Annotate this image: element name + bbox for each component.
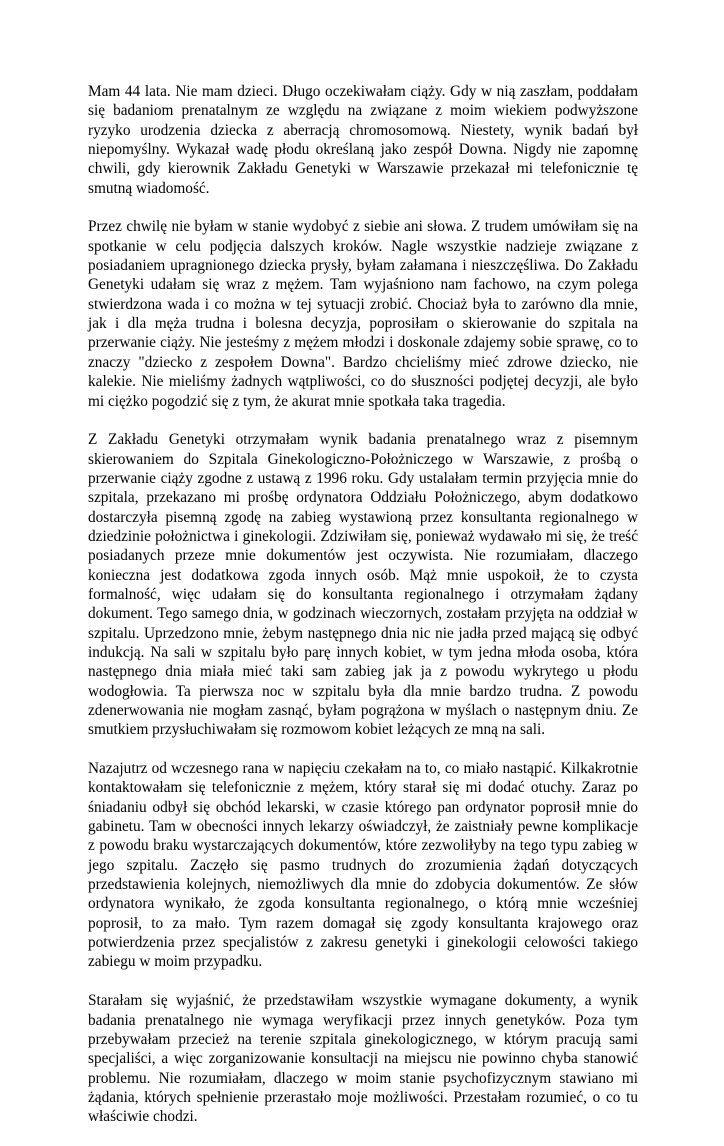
document-page: [88, 82, 638, 1146]
paragraph-2: Przez chwilę nie byłam w stanie wydobyć z siebie ani słowa. Z trudem umówiłam się na spotkanie w celu podjęcia dalszych kroków. Nagle wszystkie nadzieje związane z posiadaniem upragnionego dziecka prysły, byłam załamana i nieszczęśliwa. Do Zakładu Genetyki udałam się wraz z mężem. Tam wyjaśniono nam fachowo, na czym polega stwierdzona wada i co można w tej sytuacji zrobić. Chociaż była to zarówno dla mnie, jak i dla męża trudna i bolesna decyzja, poprosiłam o skierowanie do szpitala na przerwanie ciąży. Nie jesteśmy z mężem młodzi i doskonale zdajemy sobie sprawę, co to znaczy "dziecko z zespołem Downa". Bardzo chcieliśmy mieć zdrowe dziecko, nie kalekie. Nie mieliśmy żadnych wątpliwości, co do słuszności podjętej decyzji, ale było mi ciężko pogodzić się z tym, że akurat mnie spotkała taka tragedia.: [88, 218, 638, 410]
paragraph-1: Mam 44 lata. Nie mam dzieci. Długo oczekiwałam ciąży. Gdy w nią zaszłam, poddałam się badaniom prenatalnym ze względu na związane z moim wiekiem podwyższone ryzyko urodzenia dziecka z aberracją chromosomową. Niestety, wynik badań był niepomyślny. Wykazał wadę płodu określaną jako zespół Downa. Nigdy nie zapomnę chwili, gdy kierownik Zakładu Genetyki w Warszawie przekazał mi telefonicznie tę smutną wiadomość.: [88, 83, 638, 197]
paragraph-4: Nazajutrz od wczesnego rana w napięciu czekałam na to, co miało nastąpić. Kilkakrotnie kontaktowałam się telefonicznie z mężem, który starał się mi dodać otuchy. Zaraz po śniadaniu odbył się obchód lekarski, w czasie którego pan ordynator poprosił mnie do gabinetu. Tam w obecności innych lekarzy oświadczył, że zaistniały pewne komplikacje z powodu braku wystarczających dokumentów, które zezwoliłyby na tego typu zabieg w jego szpitalu. Zaczęło się pasmo trudnych do zrozumienia żądań dotyczących przedstawienia kolejnych, niemożliwych dla mnie do zdobycia dokumentów. Ze słów ordynatora wynikało, że zgoda konsultanta regionalnego, o którą mnie wcześniej poprosił, to za mało. Tym razem domagał się zgody konsultanta krajowego oraz potwierdzenia przez specjalistów z zakresu genetyki i ginekologii celowości takiego zabiegu w moim przypadku.: [88, 760, 638, 971]
paragraph-3: Z Zakładu Genetyki otrzymałam wynik badania prenatalnego wraz z pisemnym skierowaniem do Szpitala Ginekologiczno-Położniczego w Warszawie, z prośbą o przerwanie ciąży zgodne z ustawą z 1996 roku. Gdy ustalałam termin przyjęcia mnie do szpitala, przekazano mi prośbę ordynatora Oddziału Położniczego, abym dodatkowo dostarczyła pisemną zgodę na zabieg wystawioną przez konsultanta regionalnego w dziedzinie położnictwa i ginekologii. Zdziwiłam się, ponieważ wydawało mi się, że treść posiadanych przeze mnie dokumentów jest oczywista. Nie rozumiałam, dlaczego konieczna jest dodatkowa zgoda innych osób. Mąż mnie uspokoił, że to czysta formalność, więc udałam się do konsultanta regionalnego i otrzymałam żądany dokument. Tego samego dnia, w godzinach wieczornych, zostałam przyjęta na oddział w szpitalu. Uprzedzono mnie, żebym następnego dnia nic nie jadła przed mającą się odbyć indukcją. Na sali w szpitalu było parę innych kobiet, w tym jedna młoda osoba, która następnego dnia miała mieć taki sam zabieg jak ja z powodu wykrytego u płodu wodogłowia. Ta pierwsza noc w szpitalu była dla mnie bardzo trudna. Z powodu zdenerwowania nie mogłam zasnąć, byłam pogrążona w myślach o następnym dniu. Ze smutkiem przysłuchiwałam się rozmowom kobiet leżących ze mną na sali.: [88, 431, 638, 739]
paragraph-5: Starałam się wyjaśnić, że przedstawiłam wszystkie wymagane dokumenty, a wynik badania prenatalnego nie wymaga weryfikacji przez innych genetyków. Poza tym przebywałam przecież na terenie szpitala ginekologicznego, w którym pracują sami specjaliści, a więc zorganizowanie konsultacji na miejscu nie powinno chyba stanowić problemu. Nie rozumiałam, dlaczego w moim stanie psychofizycznym stawiano mi żądania, których spełnienie przerastało moje możliwości. Przestałam rozumieć, o co tu właściwie chodzi.: [88, 992, 638, 1126]
